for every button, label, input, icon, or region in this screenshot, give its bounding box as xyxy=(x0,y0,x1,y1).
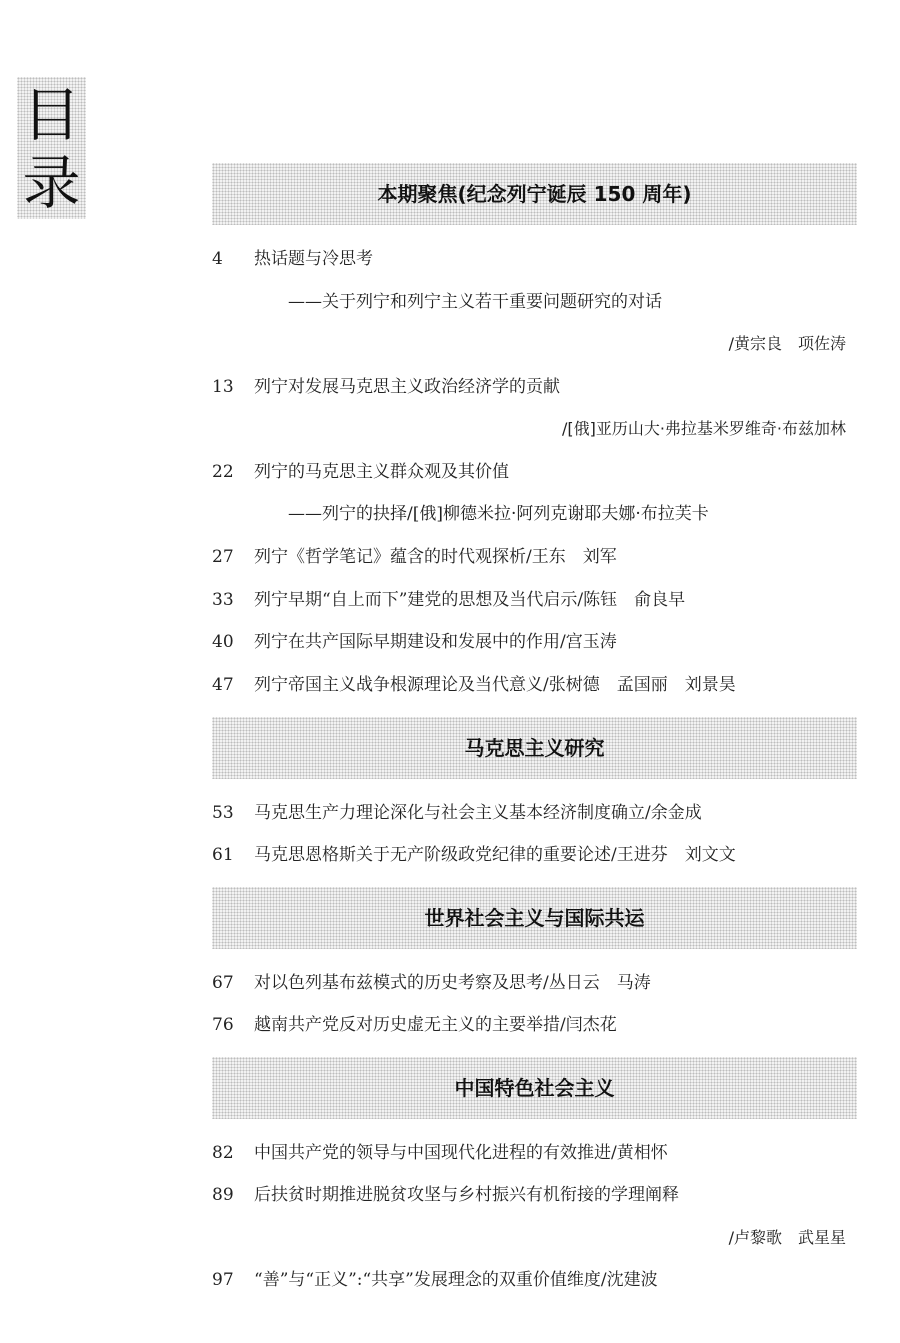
entry-title: 中国共产党的领导与中国现代化进程的有效推进/黄相怀 xyxy=(254,1143,668,1163)
entry-title: 列宁《哲学笔记》蕴含的时代观探析/王东 刘军 xyxy=(254,547,617,567)
toc-entry[interactable] xyxy=(212,1011,857,1039)
toc-entry[interactable] xyxy=(212,841,857,869)
section-title: 马克思主义研究 xyxy=(464,736,605,760)
toc-entry[interactable] xyxy=(212,628,857,656)
toc-entry[interactable] xyxy=(212,543,857,571)
section-header-marxism xyxy=(212,717,857,779)
entry-author: /[俄]亚历山大·弗拉基米罗维奇·布兹加林 xyxy=(561,419,846,438)
entry-title: 马克思生产力理论深化与社会主义基本经济制度确立/余金成 xyxy=(254,803,702,823)
toc-entry-author-line xyxy=(212,330,857,358)
toc-entry-author-line xyxy=(212,1224,857,1252)
toc-entry[interactable] xyxy=(212,799,857,827)
toc-entry[interactable] xyxy=(212,671,857,699)
entry-title: 列宁对发展马克思主义政治经济学的贡献 xyxy=(254,377,560,397)
toc-entry[interactable] xyxy=(212,586,857,614)
entry-title: 热话题与冷思考 xyxy=(254,249,373,269)
toc-entry[interactable] xyxy=(212,969,857,997)
section-title: 世界社会主义与国际共运 xyxy=(424,906,645,930)
page-number: 61 xyxy=(212,845,234,865)
toc-entry[interactable] xyxy=(212,245,857,273)
toc-entry-author-line xyxy=(212,415,857,443)
entry-author: /卢黎歌 武星星 xyxy=(728,1228,846,1247)
entry-subtitle: ——列宁的抉择/[俄]柳德米拉·阿列克谢耶夫娜·布拉芙卡 xyxy=(288,504,709,524)
side-title-char-2: 录 xyxy=(22,149,81,217)
page-number: 33 xyxy=(212,590,234,610)
toc-entry-subtitle xyxy=(212,500,857,528)
page-number: 4 xyxy=(212,249,223,269)
entry-title: 列宁早期“自上而下”建党的思想及当代启示/陈钰 俞良早 xyxy=(254,590,686,610)
page-number: 40 xyxy=(212,632,234,652)
entry-title: 列宁的马克思主义群众观及其价值 xyxy=(254,462,509,482)
entry-title: 列宁帝国主义战争根源理论及当代意义/张树德 孟国丽 刘景昊 xyxy=(254,675,736,695)
page-number: 13 xyxy=(212,377,234,397)
toc-entry[interactable] xyxy=(212,458,857,486)
toc-entry[interactable] xyxy=(212,1181,857,1209)
entry-title: “善”与“正义”:“共享”发展理念的双重价值维度/沈建波 xyxy=(254,1270,658,1290)
page-number: 67 xyxy=(212,973,234,993)
page-number: 89 xyxy=(212,1185,234,1205)
page-number: 22 xyxy=(212,462,234,482)
entry-author: /黄宗良 项佐涛 xyxy=(728,334,846,353)
toc-entry[interactable] xyxy=(212,373,857,401)
entry-title: 马克思恩格斯关于无产阶级政党纪律的重要论述/王进芬 刘文文 xyxy=(254,845,736,865)
section-header-focus xyxy=(212,163,857,225)
toc-entry[interactable] xyxy=(212,1266,857,1294)
page-number: 97 xyxy=(212,1270,234,1290)
page-number: 82 xyxy=(212,1143,234,1163)
section-header-chinese-socialism xyxy=(212,1057,857,1119)
section-title: 本期聚焦(纪念列宁诞辰 150 周年) xyxy=(377,182,692,206)
entry-title: 后扶贫时期推进脱贫攻坚与乡村振兴有机衔接的学理阐释 xyxy=(254,1185,679,1205)
entry-subtitle: ——关于列宁和列宁主义若干重要问题研究的对话 xyxy=(288,292,662,312)
contents-side-title xyxy=(17,77,86,219)
entry-title: 对以色列基布兹模式的历史考察及思考/丛日云 马涛 xyxy=(254,973,651,993)
page-number: 53 xyxy=(212,803,234,823)
entry-title: 越南共产党反对历史虚无主义的主要举措/闫杰花 xyxy=(254,1015,617,1035)
section-header-world-socialism xyxy=(212,887,857,949)
side-title-char-1: 目 xyxy=(22,81,81,149)
entry-title: 列宁在共产国际早期建设和发展中的作用/宫玉涛 xyxy=(254,632,617,652)
toc-entry[interactable] xyxy=(212,1139,857,1167)
section-title: 中国特色社会主义 xyxy=(454,1076,615,1100)
page-number: 76 xyxy=(212,1015,234,1035)
page-number: 47 xyxy=(212,675,234,695)
toc-entry-subtitle xyxy=(212,288,857,316)
page-number: 27 xyxy=(212,547,234,567)
